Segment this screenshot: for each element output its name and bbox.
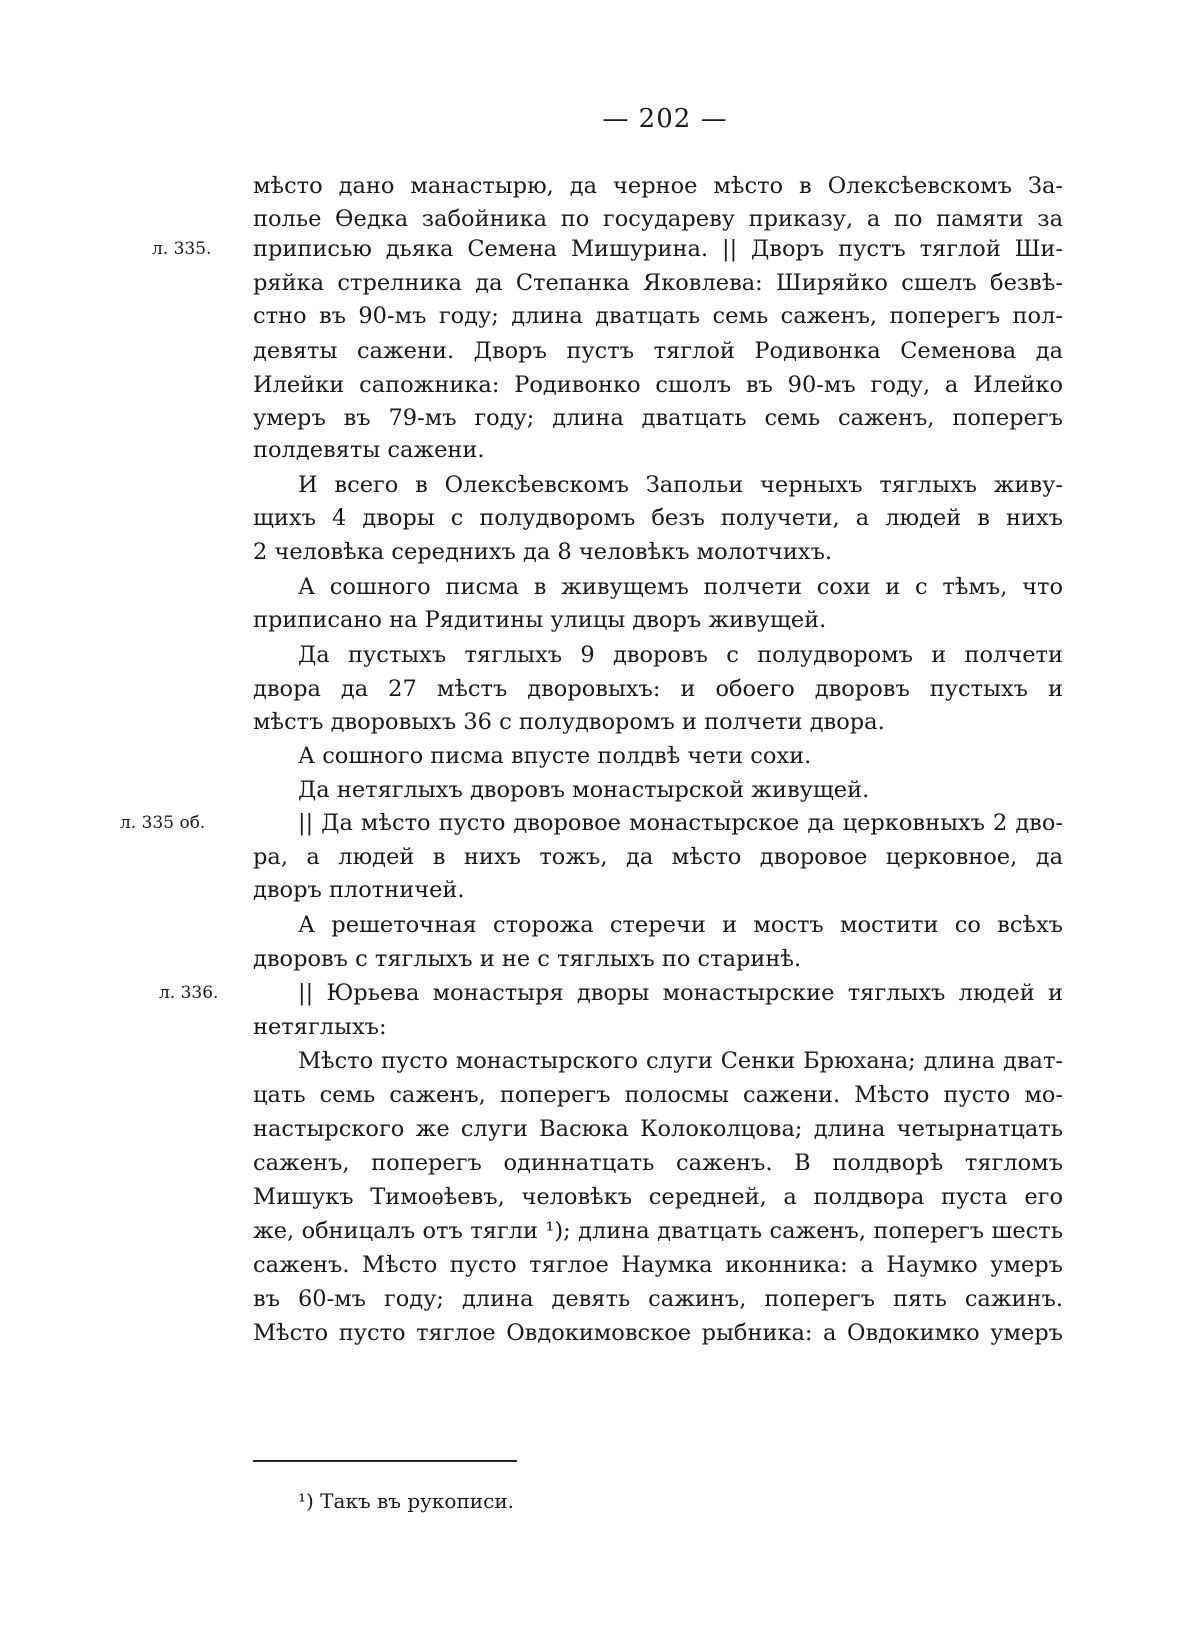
text-line: И всего в Олексѣевскомъ Запольи черныхъ тяглыхъ живу-	[298, 472, 1063, 498]
margin-note: л. 335 об.	[120, 813, 206, 833]
margin-note: л. 336.	[159, 983, 219, 1003]
footnote-divider	[253, 1460, 517, 1462]
text-line: девяты сажени. Дворъ пустъ тяглой Родивонка Семенова да	[253, 338, 1063, 364]
text-line: мѣстъ дворовыхъ 36 с полудворомъ и полчети двора.	[253, 709, 885, 735]
text-line: же, обницалъ отъ тягли ¹); длина дватцать саженъ, поперегъ шесть	[253, 1218, 1063, 1244]
text-line: Илейки сапожника: Родивонко сшолъ въ 90-мъ году, а Илейко	[253, 372, 1063, 398]
text-line: мѣсто дано манастырю, да черное мѣсто в Олексѣевскомъ За-	[253, 173, 1063, 199]
text-line: А сошного писма впусте полдвѣ чети сохи.	[298, 743, 812, 769]
text-line: Да пустыхъ тяглыхъ 9 дворовъ с полудворомъ и полчети	[298, 642, 1063, 668]
text-line: Мишукъ Тимоѳѣевъ, человѣкъ середней, а полдвора пуста его	[253, 1184, 1063, 1210]
text-line: саженъ. Мѣсто пусто тяглое Наумка иконника: а Наумко умеръ	[253, 1252, 1063, 1278]
text-line: А решеточная сторожа стеречи и мостъ мостити со всѣхъ	[298, 912, 1063, 938]
text-line: полдевяты сажени.	[253, 437, 485, 463]
text-line: приписью дьяка Семена Мишурина. || Дворъ пустъ тяглой Ши-	[253, 236, 1063, 262]
text-line: || Юрьева монастыря дворы монастырские тяглыхъ людей и	[298, 980, 1063, 1006]
text-line: А сошного писма в живущемъ полчети сохи и с тѣмъ, что	[298, 574, 1063, 600]
text-line: || Да мѣсто пусто дворовое монастырское да церковныхъ 2 дво-	[298, 810, 1063, 836]
text-line: Мѣсто пусто монастырского слуги Сенки Брюхана; длина дват-	[298, 1048, 1063, 1074]
text-line: Мѣсто пусто тяглое Овдокимовское рыбника: а Овдокимко умеръ	[253, 1320, 1063, 1346]
text-line: нетяглыхъ:	[253, 1014, 387, 1040]
text-line: Да нетяглыхъ дворовъ монастырской живущей.	[298, 777, 870, 803]
text-line: полье Ѳедка забойника по государеву приказу, а по памяти за	[253, 206, 1063, 232]
text-line: ряйка стрелника да Степанка Яковлева: Ширяйко сшелъ безвѣ-	[253, 270, 1063, 296]
footnote: ¹) Такъ въ рукописи.	[298, 1489, 515, 1513]
text-line: приписано на Рядитины улицы дворъ живущей.	[253, 607, 827, 633]
text-line: саженъ, поперегъ одиннатцать саженъ. В полдворѣ тягломъ	[253, 1150, 1063, 1176]
page-number: — 202 —	[602, 104, 728, 134]
text-line: дворовъ с тяглыхъ и не с тяглыхъ по старинѣ.	[253, 946, 802, 972]
text-line: дворъ плотничей.	[253, 877, 465, 903]
text-line: цать семь саженъ, поперегъ полосмы сажени. Мѣсто пусто мо-	[253, 1082, 1063, 1108]
text-line: умеръ въ 79-мъ году; длина дватцать семь саженъ, поперегъ	[253, 405, 1063, 431]
margin-note: л. 335.	[152, 239, 212, 259]
text-line: двора да 27 мѣстъ дворовыхъ: и обоего дворовъ пустыхъ и	[253, 676, 1063, 702]
text-line: стно въ 90-мъ году; длина дватцать семь саженъ, поперегъ пол-	[253, 303, 1063, 329]
text-line: ра, а людей в нихъ тожъ, да мѣсто дворовое церковное, да	[253, 844, 1063, 870]
text-line: настырского же слуги Васюка Колоколцова; длина четырнатцать	[253, 1116, 1063, 1142]
text-line: въ 60-мъ году; длина девять сажинъ, поперегъ пять сажинъ.	[253, 1286, 1063, 1312]
text-line: 2 человѣка середнихъ да 8 человѣкъ молотчихъ.	[253, 539, 833, 565]
text-line: щихъ 4 дворы с полудворомъ безъ получети, а людей в нихъ	[253, 505, 1063, 531]
